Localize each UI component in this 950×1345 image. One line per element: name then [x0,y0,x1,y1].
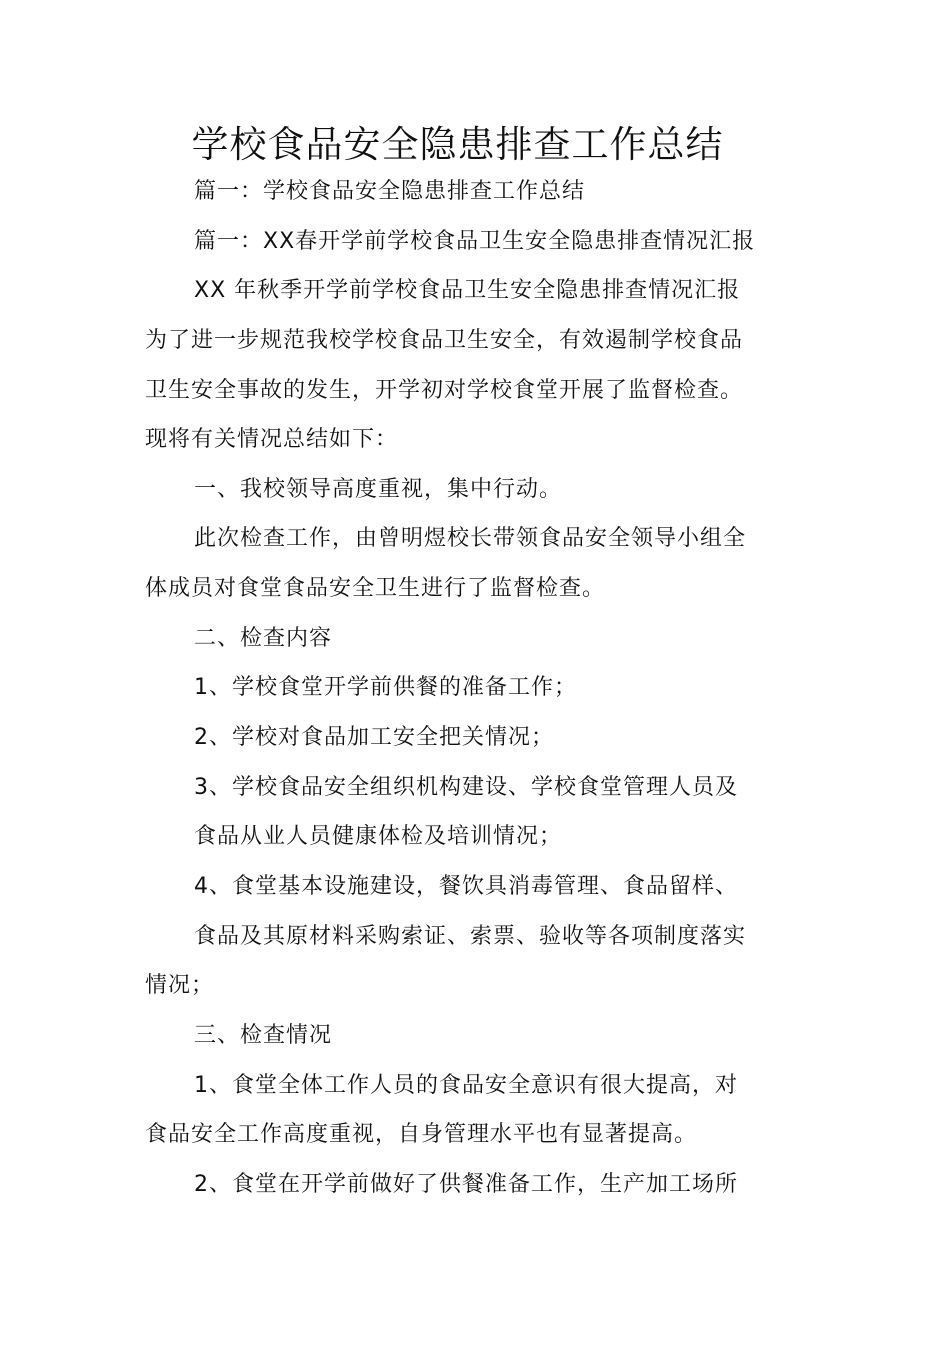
text-line: 此次检查工作，由曾明煜校长带领食品安全领导小组全 [194,526,747,551]
text-line: 4、食堂基本设施建设，餐饮具消毒管理、食品留样、 [194,874,738,899]
text-line: 1、学校食堂开学前供餐的准备工作； [194,675,577,700]
text-line: 2、学校对食品加工安全把关情况； [194,725,554,750]
text-line: 1、食堂全体工作人员的食品安全意识有很大提高，对 [194,1073,738,1098]
text-line: 食品及其原材料采购索证、索票、验收等各项制度落实 [194,924,747,949]
text-line: 情况； [145,973,215,998]
text-line: 卫生安全事故的发生，开学初对学校食堂开展了监督检查。 [145,378,744,403]
document-title: 学校食品安全隐患排查工作总结 [191,123,724,166]
text-line: 2、食堂在开学前做好了供餐准备工作，生产加工场所 [194,1172,738,1197]
text-line: 为了进一步规范我校学校食品卫生安全，有效遏制学校食品 [145,328,744,353]
text-line: 食品安全工作高度重视，自身管理水平也有显著提高。 [145,1122,698,1147]
text-line: 二、检查内容 [194,626,333,651]
text-line: 现将有关情况总结如下： [145,427,399,452]
text-line: 食品从业人员健康体检及培训情况； [194,824,563,849]
text-line: 篇一：XX春开学前学校食品卫生安全隐患排查情况汇报 [194,229,756,254]
text-line: 一、我校领导高度重视，集中行动。 [194,477,563,502]
text-line: 三、检查情况 [194,1023,333,1048]
text-line: 体成员对食堂食品安全卫生进行了监督检查。 [145,576,606,601]
text-line: 篇一：学校食品安全隐患排查工作总结 [194,179,586,204]
text-line: XX 年秋季开学前学校食品卫生安全隐患排查情况汇报 [194,278,741,303]
text-line: 3、学校食品安全组织机构建设、学校食堂管理人员及 [194,775,738,800]
